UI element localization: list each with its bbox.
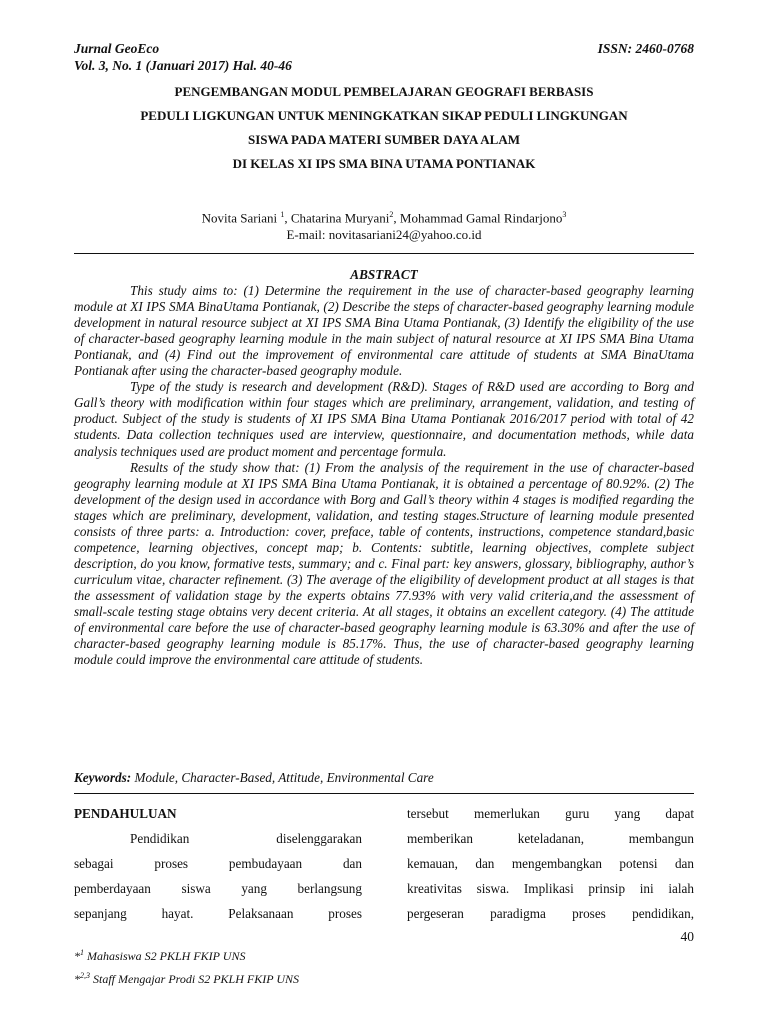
- keywords: [74, 769, 694, 786]
- footnote-text: Staff Mengajar Prodi S2 PKLH FKIP UNS: [90, 972, 300, 986]
- abstract-paragraph: This study aims to: (1) Determine the requirement in the use of character-based geography learning module at XI IPS SMA BinaUtama Pontianak, (2) Describe the steps of character-based geography learning module development in natural resource subject at XI IPS SMA Bina Utama Pontianak, (3) Identify the eligibility of the use of character-based geography learning module in the main subject of natural resource at XI IPS SMA Bina Utama Pontianak, and (4) Find out the improvement of environmental care attitude of students at SMA BinaUtama Pontianak after using the character-based geography module.: [74, 283, 694, 379]
- abstract-paragraph: Type of the study is research and development (R&D). Stages of R&D used are according to Borg and Gall’s theory with modification within four stages which are preliminary, arrangement, validation, and testing of product. Subject of the study is students of XI IPS SMA Bina Utama Pontianak 2016/2017 period with total of 42 students. Data collection techniques used are interview, questionnaire, and documentation methods, while data analysis techniques used are product moment and percentage formula.: [74, 379, 694, 459]
- footnote-marker: *: [74, 949, 80, 963]
- body-line: sebagai proses pembudayaan dan: [74, 856, 362, 871]
- footnote: [74, 966, 474, 989]
- title-line: PENGEMBANGAN MODUL PEMBELAJARAN GEOGRAFI BERBASIS: [174, 84, 594, 99]
- body-line: sepanjang hayat. Pelaksanaan proses: [74, 906, 362, 921]
- body-line: tersebut memerlukan guru yang dapat: [407, 806, 694, 821]
- keywords-label: Keywords:: [74, 770, 132, 785]
- footnotes: [74, 943, 474, 989]
- abstract-paragraph: Results of the study show that: (1) From the analysis of the requirement in the use of character-based geography learning module at XI IPS SMA Bina Utama Pontianak, it is obtained a percentage of 80.92%. (2) The development of the design used in accordance with Borg and Gall’s theory within 4 stages is modified regarding the stages which are preliminary, development, validation, and testing stages.Structure of learning module presented consists of three parts: a. Introduction: cover, preface, table of contents, instructions, competence standard,basic competence, learning objectives, concept map; b. Contents: subtitle, learning objectives, complete subject description, do you know, formative tests, summary; and c. Final part: key answers, glossary, bibliography, author’s curriculum vitae, character refinement. (3) The average of the eligibility of development product at all stages is that the assessment of validation stage by the experts obtains 77.93% with very valid criteria,and the assessment of small-scale testing stage obtains very decent criteria. At all stages, it obtains an excellent category. (4) The attitude of environmental care before the use of character-based geography learning module is 63.30% and after the use of character-based geography learning module is 85.17%. Thus, the use of character-based geography learning module could improve the environmental care attitude of students.: [74, 459, 694, 668]
- body-column-left: [74, 801, 362, 926]
- title-line: SISWA PADA MATERI SUMBER DAYA ALAM: [248, 132, 520, 147]
- abstract-title: ABSTRACT: [350, 267, 418, 282]
- author-email: E-mail: novitasariani24@yahoo.co.id: [286, 227, 482, 243]
- page-number: 40: [680, 929, 694, 944]
- author-2-affiliation: 2: [389, 210, 394, 219]
- body-column-right: [407, 801, 694, 926]
- author-1: Novita Sariani: [201, 210, 281, 226]
- keywords-text: Module, Character-Based, Attitude, Environmental Care: [131, 770, 434, 785]
- body-line: kemauan, dan mengembangkan potensi dan: [407, 856, 694, 871]
- footnote-number: 1: [80, 948, 84, 957]
- footnote: [74, 943, 474, 966]
- header-divider: [74, 253, 694, 254]
- keywords-divider: [74, 793, 694, 794]
- footnote-marker: *: [74, 972, 80, 986]
- body-line: kreativitas siswa. Implikasi prinsip ini ialah: [407, 881, 694, 896]
- title-line: DI KELAS XI IPS SMA BINA UTAMA PONTIANAK: [232, 156, 536, 171]
- paper-title: [60, 80, 708, 176]
- author-1-affiliation: 1: [280, 210, 285, 219]
- body-line: pemberdayaan siswa yang berlangsung: [74, 881, 362, 896]
- journal-name: Jurnal GeoEco: [74, 41, 160, 56]
- author-2: , Chatarina Muryani: [284, 210, 390, 226]
- issn: ISSN: 2460-0768: [597, 41, 694, 56]
- body-line: Pendidikan diselenggarakan: [130, 831, 362, 846]
- volume-info: Vol. 3, No. 1 (Januari 2017) Hal. 40-46: [74, 58, 292, 73]
- footnote-number: 2,3: [80, 971, 90, 980]
- author-block: [74, 206, 694, 243]
- body-line: pergeseran paradigma proses pendidikan,: [407, 906, 694, 921]
- abstract: [74, 267, 694, 668]
- body-line: memberikan keteladanan, membangun: [407, 831, 694, 846]
- section-heading: PENDAHULUAN: [74, 806, 177, 821]
- author-3-affiliation: 3: [562, 210, 567, 219]
- title-line: PEDULI LIGKUNGAN UNTUK MENINGKATKAN SIKAP PEDULI LINGKUNGAN: [140, 108, 628, 123]
- author-names: [74, 206, 694, 226]
- footnote-text: Mahasiswa S2 PKLH FKIP UNS: [84, 949, 246, 963]
- journal-header: [74, 40, 694, 74]
- author-3: , Mohammad Gamal Rindarjono: [393, 210, 563, 226]
